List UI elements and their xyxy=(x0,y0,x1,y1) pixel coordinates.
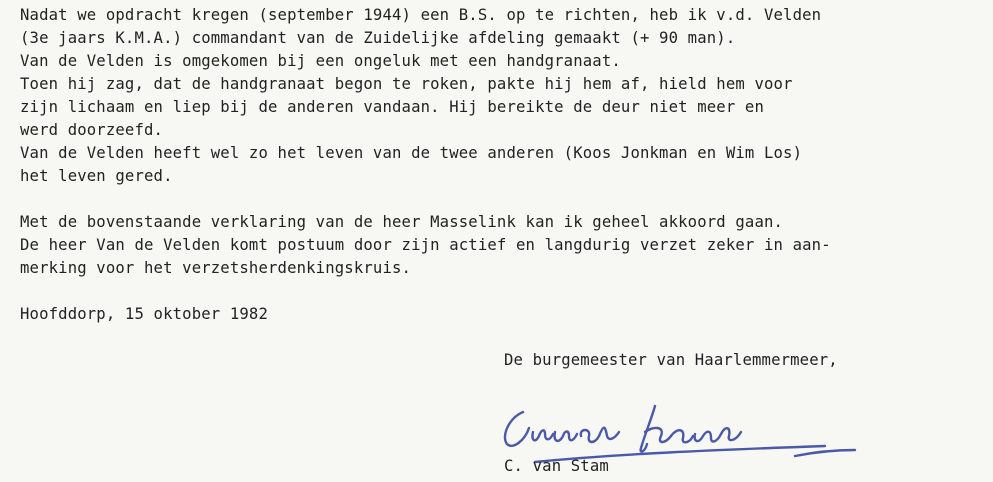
letter-line: Toen hij zag, dat de handgranaat begon te roken, pakte hij hem af, hield hem voor xyxy=(20,75,793,93)
letter-line: werd doorzeefd. xyxy=(20,121,164,139)
letter-line: (3e jaars K.M.A.) commandant van de Zuidelijke afdeling gemaakt (+ 90 man). xyxy=(20,29,736,47)
letter-line: Met de bovenstaande verklaring van de heer Masselink kan ik geheel akkoord gaan. xyxy=(20,213,784,231)
signatory-title: De burgemeester van Haarlemmermeer, xyxy=(504,351,838,369)
letter-line: Van de Velden is omgekomen bij een ongeluk met een handgranaat. xyxy=(20,52,621,70)
letter-line: Van de Velden heeft wel zo het leven van de twee anderen (Koos Jonkman en Wim Los) xyxy=(20,144,803,162)
letter-line: merking voor het verzetsherdenkingskruis. xyxy=(20,259,412,277)
letter-line: het leven gered. xyxy=(20,167,173,185)
letter-line: De heer Van de Velden komt postuum door zijn actief en langdurig verzet zeker in aan- xyxy=(20,236,831,254)
letter-line: Nadat we opdracht kregen (september 1944) een B.S. op te richten, heb ik v.d. Velden xyxy=(20,6,822,24)
place-date: Hoofddorp, 15 oktober 1982 xyxy=(20,305,268,323)
signatory-name: C. van Stam xyxy=(504,457,609,475)
letter-line: zijn lichaam en liep bij de anderen vandaan. Hij bereikte de deur niet meer en xyxy=(20,98,764,116)
